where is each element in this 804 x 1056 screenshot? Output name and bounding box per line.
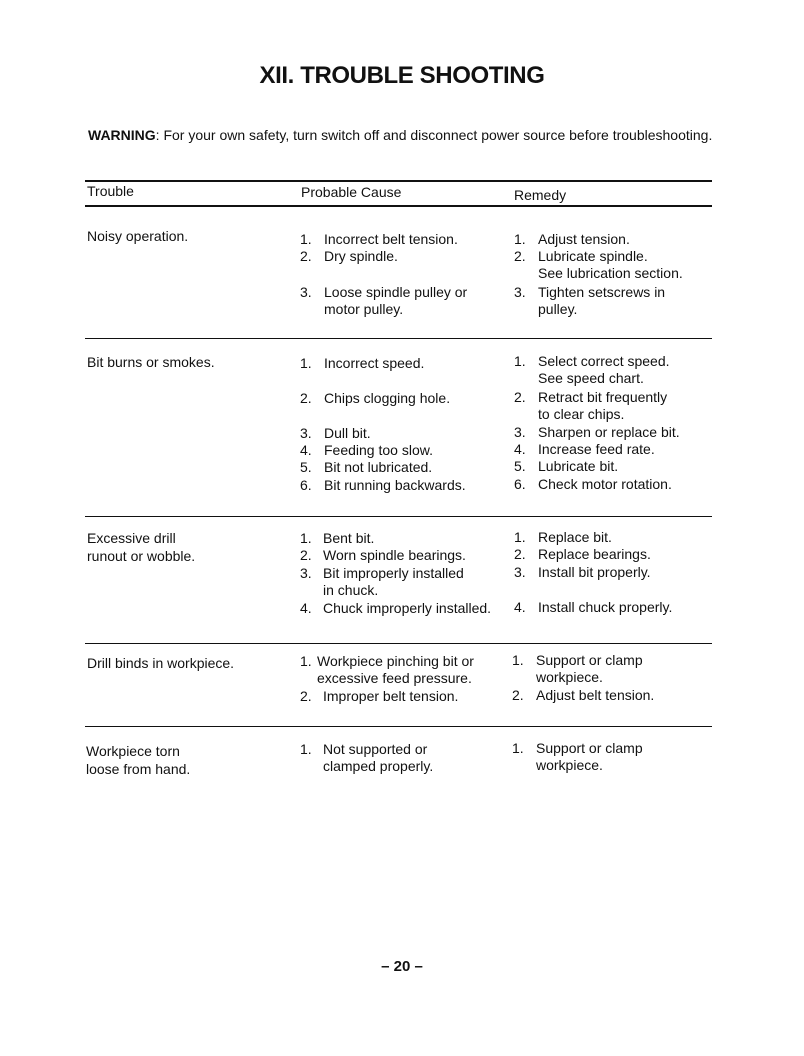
row-divider	[85, 338, 712, 339]
cause-item	[300, 442, 433, 459]
item-number: 2.	[514, 546, 526, 562]
remedy-item	[514, 353, 670, 388]
item-number: 1.	[300, 355, 312, 371]
item-text: Check motor rotation.	[538, 476, 672, 492]
cause-item	[300, 459, 432, 476]
item-text: Dull bit.	[324, 425, 371, 441]
item-number: 2.	[514, 248, 526, 264]
item-number: 5.	[514, 458, 526, 474]
item-text: Bit not lubricated.	[324, 459, 433, 475]
trouble-cell: Noisy operation.	[87, 228, 189, 244]
cause-item	[300, 355, 424, 372]
item-number: 1.	[512, 652, 524, 668]
remedy-item	[512, 652, 643, 687]
item-text: Incorrect belt tension.	[324, 231, 458, 247]
item-text: Worn spindle bearings.	[323, 547, 466, 563]
item-text: Dry spindle.	[324, 248, 398, 264]
item-number: 6.	[514, 476, 526, 492]
remedy-item	[514, 284, 665, 319]
item-text: Chips clogging hole.	[324, 390, 451, 406]
item-text: Lubricate bit.	[538, 458, 619, 474]
item-number: 2.	[300, 688, 312, 704]
item-text: Loose spindle pulley or motor pulley.	[324, 284, 468, 318]
warning-notice	[88, 127, 728, 144]
remedy-item	[512, 687, 654, 704]
cause-item	[300, 653, 474, 688]
item-text: Lubricate spindle. See lubrication section.	[538, 248, 683, 282]
cause-item	[300, 565, 464, 600]
remedy-item	[514, 248, 683, 283]
remedy-item	[514, 564, 651, 581]
cause-item	[300, 547, 466, 564]
row-divider	[85, 643, 712, 644]
item-text: Bit running backwards.	[324, 477, 466, 493]
item-number: 2.	[514, 389, 526, 405]
cause-item	[300, 284, 467, 319]
warning-text: : For your own safety, turn switch off and disconnect power source before troubleshooting.	[155, 127, 713, 143]
item-text: Chuck improperly installed.	[323, 600, 492, 616]
page-title: XII. TROUBLE SHOOTING	[259, 62, 545, 89]
row-divider	[85, 726, 712, 727]
item-text: Adjust tension.	[538, 231, 630, 247]
header-trouble: Trouble	[87, 183, 134, 199]
item-text: Bent bit.	[323, 530, 375, 546]
warning-label: WARNING	[88, 127, 156, 143]
trouble-cell: Excessive drill runout or wobble.	[87, 530, 196, 564]
item-text: Support or clamp workpiece.	[536, 652, 643, 686]
item-text: Feeding too slow.	[324, 442, 433, 458]
item-text: Not supported or clamped properly.	[323, 741, 434, 775]
item-text: Select correct speed. See speed chart.	[538, 353, 670, 387]
item-text: Incorrect speed.	[324, 355, 425, 371]
cause-item	[300, 600, 491, 617]
item-number: 3.	[514, 564, 526, 580]
item-number: 1.	[300, 653, 312, 669]
cause-item	[300, 231, 458, 248]
item-text: Replace bearings.	[538, 546, 651, 562]
item-text: Install chuck properly.	[538, 599, 673, 615]
trouble-cell: Drill binds in workpiece.	[87, 655, 235, 671]
remedy-item	[514, 546, 651, 563]
header-remedy: Remedy	[514, 187, 567, 203]
item-number: 1.	[514, 353, 526, 369]
item-number: 4.	[514, 599, 526, 615]
item-text: Workpiece pinching bit or excessive feed pressure.	[317, 653, 474, 687]
item-number: 3.	[300, 425, 312, 441]
remedy-item	[514, 231, 630, 248]
cause-item	[300, 741, 433, 776]
item-text: Improper belt tension.	[323, 688, 459, 704]
remedy-item	[514, 389, 667, 424]
remedy-item	[514, 476, 672, 493]
item-number: 2.	[512, 687, 524, 703]
item-text: Adjust belt tension.	[536, 687, 655, 703]
trouble-cell: Bit burns or smokes.	[87, 354, 215, 370]
item-number: 1.	[300, 231, 312, 247]
remedy-item	[514, 529, 612, 546]
item-number: 3.	[514, 284, 526, 300]
item-number: 2.	[300, 248, 312, 264]
item-number: 3.	[300, 565, 312, 581]
remedy-item	[512, 740, 643, 775]
header-probable-cause: Probable Cause	[301, 184, 402, 200]
cause-item	[300, 530, 374, 547]
cause-item	[300, 390, 450, 407]
item-text: Tighten setscrews in pulley.	[538, 284, 666, 318]
item-text: Install bit properly.	[538, 564, 651, 580]
item-number: 4.	[300, 442, 312, 458]
page-number: – 20 –	[381, 958, 423, 975]
trouble-cell: Workpiece torn loose from hand.	[86, 743, 191, 777]
item-text: Retract bit frequently to clear chips.	[538, 389, 668, 423]
cause-item	[300, 425, 371, 442]
item-number: 1.	[512, 740, 524, 756]
item-number: 2.	[300, 547, 312, 563]
item-text: Bit improperly installed in chuck.	[323, 565, 464, 599]
remedy-item	[514, 458, 618, 475]
item-text: Increase feed rate.	[538, 441, 655, 457]
table-top-rule	[85, 180, 712, 182]
cause-item	[300, 248, 398, 265]
item-text: Sharpen or replace bit.	[538, 424, 680, 440]
item-number: 2.	[300, 390, 312, 406]
item-number: 1.	[300, 530, 312, 546]
item-number: 4.	[300, 600, 312, 616]
cause-item	[300, 477, 466, 494]
cause-item	[300, 688, 458, 705]
item-number: 5.	[300, 459, 312, 475]
item-number: 3.	[514, 424, 526, 440]
item-number: 1.	[300, 741, 312, 757]
row-divider	[85, 516, 712, 517]
item-text: Replace bit.	[538, 529, 612, 545]
item-number: 1.	[514, 529, 526, 545]
item-text: Support or clamp workpiece.	[536, 740, 643, 774]
item-number: 1.	[514, 231, 526, 247]
item-number: 3.	[300, 284, 312, 300]
remedy-item	[514, 599, 672, 616]
table-header-rule	[85, 205, 712, 207]
item-number: 4.	[514, 441, 526, 457]
remedy-item	[514, 441, 655, 458]
item-number: 6.	[300, 477, 312, 493]
remedy-item	[514, 424, 680, 441]
